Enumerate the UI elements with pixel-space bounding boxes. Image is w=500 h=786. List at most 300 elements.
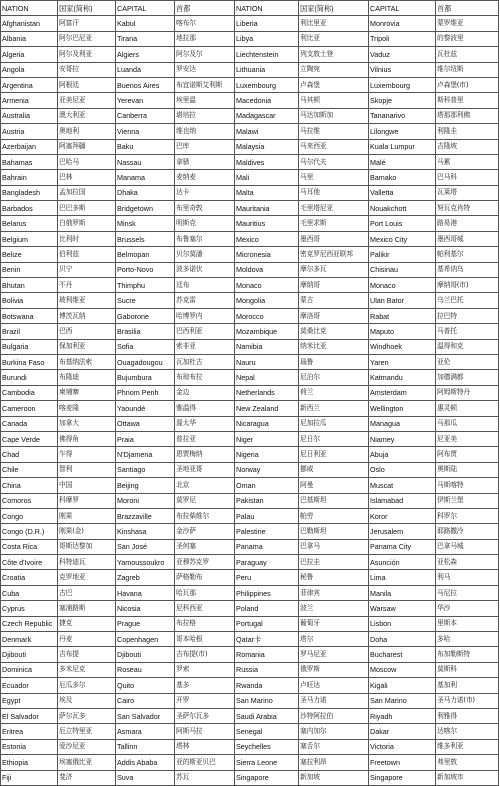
cell-nation-cn-2: 巴拿马 <box>299 539 369 554</box>
cell-capital-cn-2: 耶路撒冷 <box>436 524 499 539</box>
cell-capital-cn: 贝尔莫潘 <box>175 247 235 262</box>
cell-capital: Tirana <box>116 31 175 46</box>
cell-nation-cn: 不丹 <box>58 278 116 293</box>
table-row <box>1 231 499 246</box>
cell-capital-cn: 苏瓦 <box>175 770 235 785</box>
cell-nation: Albania <box>1 31 58 46</box>
cell-capital-cn: 圣萨尔瓦多 <box>175 708 235 723</box>
cell-capital-2: Muscat <box>369 478 436 493</box>
cell-nation: Barbados <box>1 201 58 216</box>
cell-nation-cn: 克罗地亚 <box>58 570 116 585</box>
cell-nation: Ecuador <box>1 678 58 693</box>
cell-capital-cn: 基多 <box>175 678 235 693</box>
cell-nation-cn: 斐济 <box>58 770 116 785</box>
cell-nation-cn-2: 尼日利亚 <box>299 447 369 462</box>
cell-capital: Canberra <box>116 108 175 123</box>
cell-nation-cn-2: 塞内加尔 <box>299 724 369 739</box>
cell-nation-cn: 布基纳法索 <box>58 354 116 369</box>
cell-capital: Roseau <box>116 662 175 677</box>
cell-capital-cn-2: 吉隆坡 <box>436 139 499 154</box>
cell-capital-2: Victoria <box>369 739 436 754</box>
cell-capital-2: Freetown <box>369 755 436 770</box>
table-row <box>1 693 499 708</box>
cell-capital-cn: 罗安达 <box>175 62 235 77</box>
cell-nation-2: Namibia <box>235 339 299 354</box>
cell-nation-cn-2: 塞拉利昂 <box>299 755 369 770</box>
cell-nation-cn: 巴西 <box>58 324 116 339</box>
cell-capital-cn-2: 利马 <box>436 570 499 585</box>
cell-capital: Buenos Aires <box>116 77 175 92</box>
cell-nation-cn: 埃塞俄比亚 <box>58 755 116 770</box>
cell-nation-cn-2: 马耳他 <box>299 185 369 200</box>
cell-capital-cn-2: 瓦杜兹 <box>436 47 499 62</box>
cell-capital-2: Kuala Lumpur <box>369 139 436 154</box>
cell-nation-2: Liberia <box>235 16 299 31</box>
cell-nation-2: Malawi <box>235 124 299 139</box>
cell-nation-cn: 塞浦路斯 <box>58 601 116 616</box>
cell-nation-2: Mauritius <box>235 216 299 231</box>
cell-nation: Ethiopia <box>1 755 58 770</box>
cell-nation-2: Libya <box>235 31 299 46</box>
cell-nation: Belize <box>1 247 58 262</box>
cell-nation-cn: 萨尔瓦多 <box>58 708 116 723</box>
cell-nation-2: Moldova <box>235 262 299 277</box>
cell-nation: Bolivia <box>1 293 58 308</box>
header-nation-2: NATION <box>235 1 299 16</box>
cell-nation-cn-2: 摩尔多瓦 <box>299 262 369 277</box>
cell-capital-cn-2: 墨西哥城 <box>436 231 499 246</box>
header-nation-cn: 国家(简称) <box>58 1 116 16</box>
cell-nation-cn-2: 墨西哥 <box>299 231 369 246</box>
cell-capital-cn: 堪培拉 <box>175 108 235 123</box>
cell-nation: Bhutan <box>1 278 58 293</box>
cell-nation: Belgium <box>1 231 58 246</box>
cell-nation: Estonia <box>1 739 58 754</box>
cell-capital-cn-2: 莫斯科 <box>436 662 499 677</box>
cell-capital-2: Bucharest <box>369 647 436 662</box>
cell-capital-cn: 普拉亚 <box>175 431 235 446</box>
cell-capital-cn-2: 尼亚美 <box>436 431 499 446</box>
cell-capital-cn-2: 马斯喀特 <box>436 478 499 493</box>
cell-capital: Ouagadougou <box>116 354 175 369</box>
table-row <box>1 616 499 631</box>
cell-nation: Fiji <box>1 770 58 785</box>
cell-capital-2: Dakar <box>369 724 436 739</box>
cell-capital-2: Doha <box>369 632 436 647</box>
cell-capital-cn-2: 里斯本 <box>436 616 499 631</box>
cell-nation-cn-2: 罗马尼亚 <box>299 647 369 662</box>
cell-nation: Dominica <box>1 662 58 677</box>
cell-capital-cn-2: 马累 <box>436 154 499 169</box>
table-row <box>1 47 499 62</box>
cell-nation-cn: 布隆迪 <box>58 370 116 385</box>
cell-capital-2: Islamabad <box>369 493 436 508</box>
cell-nation-2: Nigeria <box>235 447 299 462</box>
cell-capital: Nassau <box>116 154 175 169</box>
cell-capital-cn: 阿尔及尔 <box>175 47 235 62</box>
cell-capital: Nicosia <box>116 601 175 616</box>
cell-capital-2: Wellington <box>369 401 436 416</box>
cell-nation-cn-2: 新加坡 <box>299 770 369 785</box>
cell-nation-cn-2: 尼加拉瓜 <box>299 416 369 431</box>
cell-capital: Manama <box>116 170 175 185</box>
cell-capital: Dhaka <box>116 185 175 200</box>
cell-nation: Austria <box>1 124 58 139</box>
cell-capital-2: Katmandu <box>369 370 436 385</box>
cell-capital-cn-2: 阿姆斯特丹 <box>436 385 499 400</box>
cell-capital: Luanda <box>116 62 175 77</box>
cell-nation: Bahrain <box>1 170 58 185</box>
cell-capital-cn: 渥太华 <box>175 416 235 431</box>
cell-capital: Brussels <box>116 231 175 246</box>
cell-nation-cn: 乍得 <box>58 447 116 462</box>
cell-capital: Djibouti <box>116 647 175 662</box>
cell-capital: Asmara <box>116 724 175 739</box>
cell-nation-2: Paraguay <box>235 555 299 570</box>
cell-capital-cn: 布宜诺斯艾利斯 <box>175 77 235 92</box>
cell-nation-2: Madagascar <box>235 108 299 123</box>
table-row <box>1 739 499 754</box>
table-row <box>1 139 499 154</box>
cell-capital-cn-2: 科罗尔 <box>436 508 499 523</box>
table-row <box>1 201 499 216</box>
cell-capital-cn: 北京 <box>175 478 235 493</box>
cell-nation-2: Malta <box>235 185 299 200</box>
cell-nation-cn: 丹麦 <box>58 632 116 647</box>
cell-nation: Czech Republic <box>1 616 58 631</box>
table-row <box>1 770 499 785</box>
table-row <box>1 585 499 600</box>
cell-nation: Bangladesh <box>1 185 58 200</box>
table-body <box>1 16 499 786</box>
cell-capital-2: Kigali <box>369 678 436 693</box>
cell-nation-cn-2: 巴拉圭 <box>299 555 369 570</box>
table-row <box>1 308 499 323</box>
table-row <box>1 108 499 123</box>
cell-capital-cn-2: 利隆圭 <box>436 124 499 139</box>
cell-capital: Kinshasa <box>116 524 175 539</box>
cell-capital-2: Lima <box>369 570 436 585</box>
cell-nation: Botswana <box>1 308 58 323</box>
table-row <box>1 708 499 723</box>
cell-capital-cn-2: 奥斯陆 <box>436 462 499 477</box>
table-row <box>1 324 499 339</box>
cell-nation-cn-2: 毛里求斯 <box>299 216 369 231</box>
cell-capital: N'Djamena <box>116 447 175 462</box>
cell-capital: Prague <box>116 616 175 631</box>
cell-nation-2: Micronesia <box>235 247 299 262</box>
cell-nation-cn: 加拿大 <box>58 416 116 431</box>
cell-capital-cn-2: 卢森堡(市) <box>436 77 499 92</box>
table-row <box>1 278 499 293</box>
cell-capital-cn-2: 加德满都 <box>436 370 499 385</box>
cell-nation-2: Morocco <box>235 308 299 323</box>
cell-capital-cn: 拿骚 <box>175 154 235 169</box>
cell-capital-cn: 雅温得 <box>175 401 235 416</box>
cell-capital: Tallinn <box>116 739 175 754</box>
cell-nation: Cape Verde <box>1 431 58 446</box>
cell-nation-2: Nauru <box>235 354 299 369</box>
cell-capital: Bujumbura <box>116 370 175 385</box>
cell-capital-2: Tripoli <box>369 31 436 46</box>
table-row <box>1 170 499 185</box>
cell-nation: Afghanistan <box>1 16 58 31</box>
cell-capital-cn: 巴库 <box>175 139 235 154</box>
cell-capital-2: Singapore <box>369 770 436 785</box>
table-row <box>1 678 499 693</box>
cell-nation-cn-2: 俄罗斯 <box>299 662 369 677</box>
cell-capital-cn: 布拉柴维尔 <box>175 508 235 523</box>
cell-capital: Moroni <box>116 493 175 508</box>
cell-nation-cn: 亚美尼亚 <box>58 93 116 108</box>
table-row <box>1 755 499 770</box>
cell-capital: Baku <box>116 139 175 154</box>
cell-capital-cn-2: 巴马科 <box>436 170 499 185</box>
cell-capital-2: Lilongwe <box>369 124 436 139</box>
cell-capital: Zagreb <box>116 570 175 585</box>
table-row <box>1 77 499 92</box>
cell-nation-cn: 阿根廷 <box>58 77 116 92</box>
cell-capital-2: Luxembourg <box>369 77 436 92</box>
cell-capital-cn-2: 帕利基尔 <box>436 247 499 262</box>
cell-capital-cn: 金沙萨 <box>175 524 235 539</box>
cell-nation: Bulgaria <box>1 339 58 354</box>
cell-capital: Yaoundé <box>116 401 175 416</box>
cell-capital-2: Palikir <box>369 247 436 262</box>
cell-capital-cn-2: 基希讷乌 <box>436 262 499 277</box>
cell-capital-2: San Marino <box>369 693 436 708</box>
cell-capital-cn: 波多诺伏 <box>175 262 235 277</box>
table-row <box>1 647 499 662</box>
cell-capital-cn: 恩贾梅纳 <box>175 447 235 462</box>
cell-capital: Yamoussoukro <box>116 555 175 570</box>
cell-nation-cn: 古巴 <box>58 585 116 600</box>
cell-nation-2: Peru <box>235 570 299 585</box>
cell-nation-cn-2: 葡萄牙 <box>299 616 369 631</box>
cell-nation-2: Pakistan <box>235 493 299 508</box>
cell-nation-cn-2: 挪威 <box>299 462 369 477</box>
cell-nation-2: Netherlands <box>235 385 299 400</box>
cell-capital-2: Monrovia <box>369 16 436 31</box>
table-row <box>1 93 499 108</box>
cell-capital: Gaborone <box>116 308 175 323</box>
table-row <box>1 401 499 416</box>
cell-capital: Beijing <box>116 478 175 493</box>
cell-nation-cn: 刚果 <box>58 508 116 523</box>
cell-nation: Cuba <box>1 585 58 600</box>
cell-capital-2: Lisbon <box>369 616 436 631</box>
cell-capital: Kabul <box>116 16 175 31</box>
cell-capital-2: Amsterdam <box>369 385 436 400</box>
cell-capital-2: Niamey <box>369 431 436 446</box>
cell-capital-cn-2: 伊斯兰堡 <box>436 493 499 508</box>
cell-capital-cn: 巴西利亚 <box>175 324 235 339</box>
cell-capital: Minsk <box>116 216 175 231</box>
cell-nation-cn: 厄立特里亚 <box>58 724 116 739</box>
cell-nation-2: Maldives <box>235 154 299 169</box>
cell-capital-2: Windhoek <box>369 339 436 354</box>
cell-nation-2: Qatar卡 <box>235 632 299 647</box>
cell-capital: San José <box>116 539 175 554</box>
cell-capital-cn: 亚穆苏克罗 <box>175 555 235 570</box>
cell-capital-2: Warsaw <box>369 601 436 616</box>
cell-nation-cn-2: 立陶宛 <box>299 62 369 77</box>
cell-capital: Sucre <box>116 293 175 308</box>
cell-capital: Praia <box>116 431 175 446</box>
cell-capital-cn: 亚的斯亚贝巴 <box>175 755 235 770</box>
cell-capital-cn: 萨格勒布 <box>175 570 235 585</box>
cell-nation-cn: 博茨瓦纳 <box>58 308 116 323</box>
cell-capital: Quito <box>116 678 175 693</box>
cell-nation-cn: 阿尔巴尼亚 <box>58 31 116 46</box>
table-row <box>1 431 499 446</box>
cell-nation-cn-2: 沙特阿拉伯 <box>299 708 369 723</box>
cell-nation: Côte d'Ivoire <box>1 555 58 570</box>
cell-nation-cn: 安哥拉 <box>58 62 116 77</box>
table-row <box>1 724 499 739</box>
cell-nation-2: Sierra Leone <box>235 755 299 770</box>
table-row <box>1 354 499 369</box>
cell-capital-2: Valletta <box>369 185 436 200</box>
cell-capital-2: Jerusalem <box>369 524 436 539</box>
cell-nation: Eritrea <box>1 724 58 739</box>
cell-nation-2: Panama <box>235 539 299 554</box>
cell-capital-2: Mexico City <box>369 231 436 246</box>
cell-nation-cn-2: 巴勒斯坦 <box>299 524 369 539</box>
cell-capital: Thimphu <box>116 278 175 293</box>
cell-nation-cn-2: 尼日尔 <box>299 431 369 446</box>
cell-nation-cn: 智利 <box>58 462 116 477</box>
cell-capital-cn-2: 的黎波里 <box>436 31 499 46</box>
cell-nation-cn: 科特迪瓦 <box>58 555 116 570</box>
cell-capital-cn: 布拉格 <box>175 616 235 631</box>
cell-capital-cn-2: 蒙罗维亚 <box>436 16 499 31</box>
cell-capital-2: Yaren <box>369 354 436 369</box>
table-row <box>1 247 499 262</box>
cell-capital: Porto-Novo <box>116 262 175 277</box>
cell-capital-cn-2: 惠灵顿 <box>436 401 499 416</box>
cell-nation-cn: 中国 <box>58 478 116 493</box>
cell-capital: Santiago <box>116 462 175 477</box>
table-row <box>1 385 499 400</box>
cell-nation-2: New Zealand <box>235 401 299 416</box>
cell-capital: Bridgetown <box>116 201 175 216</box>
cell-nation-2: Luxembourg <box>235 77 299 92</box>
cell-nation-cn: 奥地利 <box>58 124 116 139</box>
cell-capital-cn-2: 巴拿马城 <box>436 539 499 554</box>
cell-nation-2: Romania <box>235 647 299 662</box>
cell-nation: Cyprus <box>1 601 58 616</box>
cell-nation-cn-2: 卢森堡 <box>299 77 369 92</box>
cell-nation-2: Liechtenstein <box>235 47 299 62</box>
cell-nation: Cambodia <box>1 385 58 400</box>
cell-capital-cn: 埃里温 <box>175 93 235 108</box>
cell-nation-cn: 比利时 <box>58 231 116 246</box>
cell-capital-cn: 哈瓦那 <box>175 585 235 600</box>
table-row <box>1 478 499 493</box>
cell-capital-cn: 达卡 <box>175 185 235 200</box>
cell-nation-2: Nicaragua <box>235 416 299 431</box>
cell-nation: Brazil <box>1 324 58 339</box>
cell-nation-2: Portugal <box>235 616 299 631</box>
cell-nation-cn-2: 列支敦士登 <box>299 47 369 62</box>
cell-capital-cn-2: 亚伦 <box>436 354 499 369</box>
cell-capital-cn-2: 瓦莱塔 <box>436 185 499 200</box>
cell-capital-2: Panama City <box>369 539 436 554</box>
cell-nation-cn-2: 马来西亚 <box>299 139 369 154</box>
cell-capital-cn-2: 圣马力诺(市) <box>436 693 499 708</box>
cell-capital-2: Port Louis <box>369 216 436 231</box>
table-row <box>1 601 499 616</box>
cell-nation-2: Norway <box>235 462 299 477</box>
cell-nation-cn: 巴林 <box>58 170 116 185</box>
header-nation: NATION <box>1 1 58 16</box>
cell-nation-cn-2: 尼泊尔 <box>299 370 369 385</box>
cell-nation-cn-2: 阿曼 <box>299 478 369 493</box>
cell-capital-cn-2: 斯科普里 <box>436 93 499 108</box>
cell-nation-cn-2: 新西兰 <box>299 401 369 416</box>
cell-nation-2: Oman <box>235 478 299 493</box>
cell-capital-cn-2: 亚松森 <box>436 555 499 570</box>
cell-capital-cn: 维也纳 <box>175 124 235 139</box>
cell-capital-cn-2: 维多利亚 <box>436 739 499 754</box>
cell-nation: Costa Rica <box>1 539 58 554</box>
cell-nation-cn: 贝宁 <box>58 262 116 277</box>
cell-capital-2: Oslo <box>369 462 436 477</box>
cell-capital-cn-2: 新加坡市 <box>436 770 499 785</box>
cell-capital-cn: 布琼布拉 <box>175 370 235 385</box>
cell-capital-2: Ulan Bator <box>369 293 436 308</box>
cell-capital-cn-2: 乌兰巴托 <box>436 293 499 308</box>
cell-capital-cn: 哈博罗内 <box>175 308 235 323</box>
cell-nation-cn-2: 瑙鲁 <box>299 354 369 369</box>
cell-capital-2: Vaduz <box>369 47 436 62</box>
cell-nation-2: Mauritania <box>235 201 299 216</box>
cell-nation-2: Nepal <box>235 370 299 385</box>
cell-nation-2: Malaysia <box>235 139 299 154</box>
cell-nation-2: Macedonia <box>235 93 299 108</box>
table-row <box>1 570 499 585</box>
cell-capital-2: Moscow <box>369 662 436 677</box>
cell-nation-cn: 哥斯达黎加 <box>58 539 116 554</box>
table-row <box>1 31 499 46</box>
cell-capital-cn-2: 达喀尔 <box>436 724 499 739</box>
table-row <box>1 524 499 539</box>
cell-nation-2: Philippines <box>235 585 299 600</box>
cell-capital-cn: 圣地亚哥 <box>175 462 235 477</box>
cell-nation-cn: 澳大利亚 <box>58 108 116 123</box>
table-row <box>1 662 499 677</box>
cell-capital-cn-2: 拉巴特 <box>436 308 499 323</box>
cell-nation-2: Mozambique <box>235 324 299 339</box>
cell-capital-cn: 索非亚 <box>175 339 235 354</box>
cell-nation-cn-2: 塞舌尔 <box>299 739 369 754</box>
cell-nation: Armenia <box>1 93 58 108</box>
cell-capital-2: Koror <box>369 508 436 523</box>
table-row <box>1 447 499 462</box>
cell-nation: Croatia <box>1 570 58 585</box>
cell-nation-cn: 科摩罗 <box>58 493 116 508</box>
table-row <box>1 632 499 647</box>
cell-capital-2: Riyadh <box>369 708 436 723</box>
cell-nation-cn-2: 马其顿 <box>299 93 369 108</box>
header-capital-cn: 首都 <box>175 1 235 16</box>
cell-capital-cn: 哥本哈根 <box>175 632 235 647</box>
cell-nation-cn-2: 秘鲁 <box>299 570 369 585</box>
cell-nation-cn-2: 摩洛哥 <box>299 308 369 323</box>
cell-nation-cn-2: 纳米比亚 <box>299 339 369 354</box>
cell-capital-cn-2: 摩纳哥(市) <box>436 278 499 293</box>
